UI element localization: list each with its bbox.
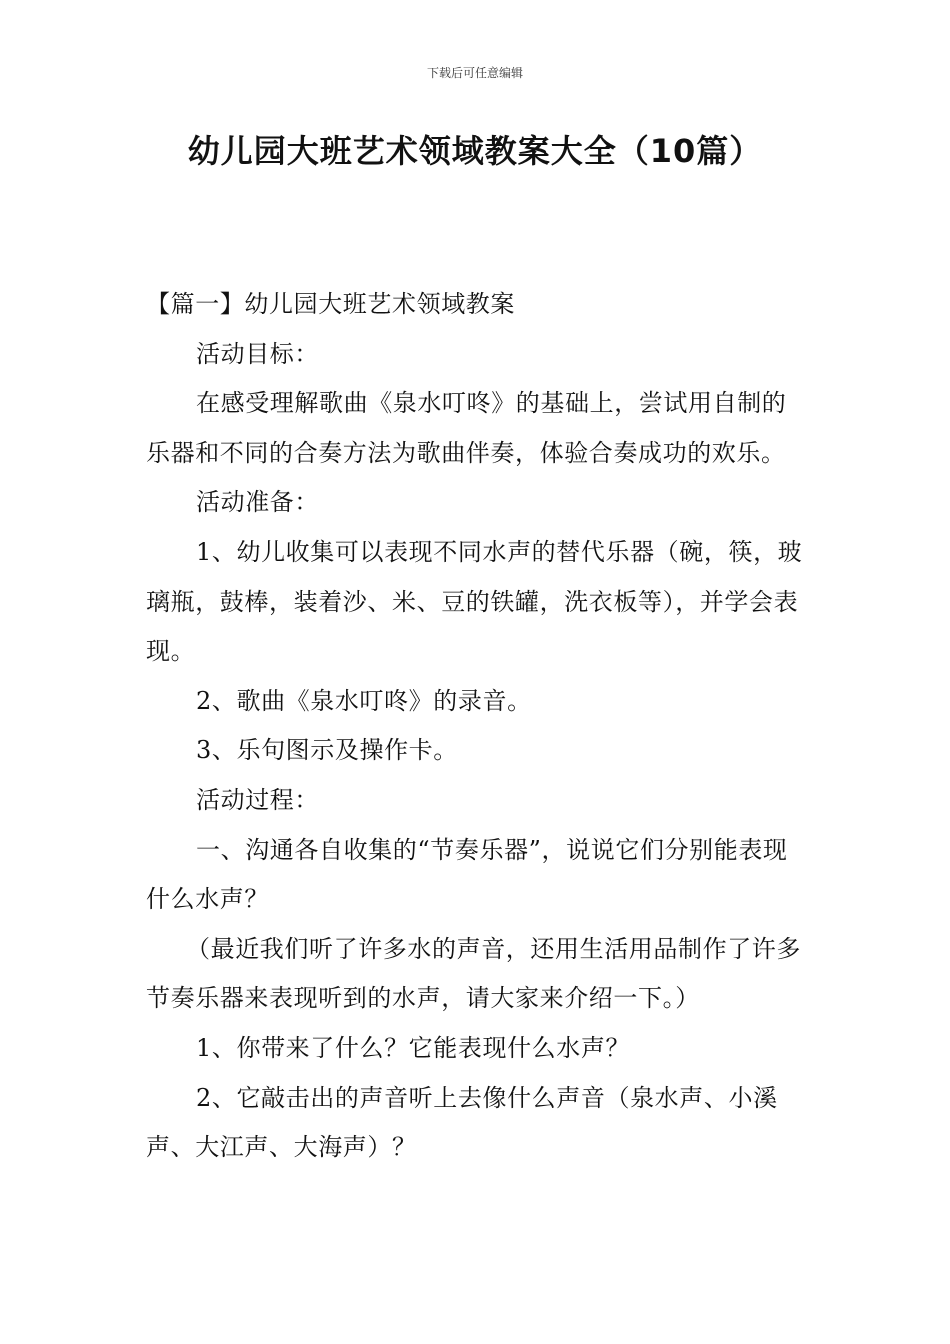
header-note: 下载后可任意编辑	[426, 66, 523, 80]
paragraph-preparation-2: 2、歌曲《泉水叮咚》的录音。	[196, 686, 532, 715]
paragraph-process-note: （最近我们听了许多水的声音，还用生活用品制作了许多节奏乐器来表现听到的水声，请大家来介绍一下。）	[146, 934, 801, 1013]
paragraph-preparation-1: 1、幼儿收集可以表现不同水声的替代乐器（碗，筷，玻璃瓶，鼓棒，装着沙、米、豆的铁罐，洗衣板等），并学会表现。	[146, 537, 803, 666]
paragraph-process-step-1: 一、沟通各自收集的“节奏乐器”，说说它们分别能表现什么水声？	[146, 835, 788, 914]
paragraph-preparation-label: 活动准备：	[196, 488, 319, 517]
paragraph-question-2: 2、它敲击出的声音听上去像什么声音（泉水声、小溪声、大江声、大海声）？	[146, 1083, 778, 1162]
paragraph-question-1: 1、你带来了什么？它能表现什么水声？	[196, 1033, 631, 1062]
paragraph-objectives: 在感受理解歌曲《泉水叮咚》的基础上，尝试用自制的乐器和不同的合奏方法为歌曲伴奏，体验合奏成功的欢乐。	[146, 389, 787, 467]
paragraph-preparation-3: 3、乐句图示及操作卡。	[196, 736, 458, 765]
document-title: 幼儿园大班艺术领域教案大全（10篇）	[187, 132, 763, 170]
document-body	[146, 280, 808, 1173]
paragraph-process-label: 活动过程：	[196, 785, 319, 814]
paragraph-objectives-label: 活动目标：	[196, 339, 319, 368]
section-heading: 【篇一】幼儿园大班艺术领域教案	[146, 290, 515, 318]
